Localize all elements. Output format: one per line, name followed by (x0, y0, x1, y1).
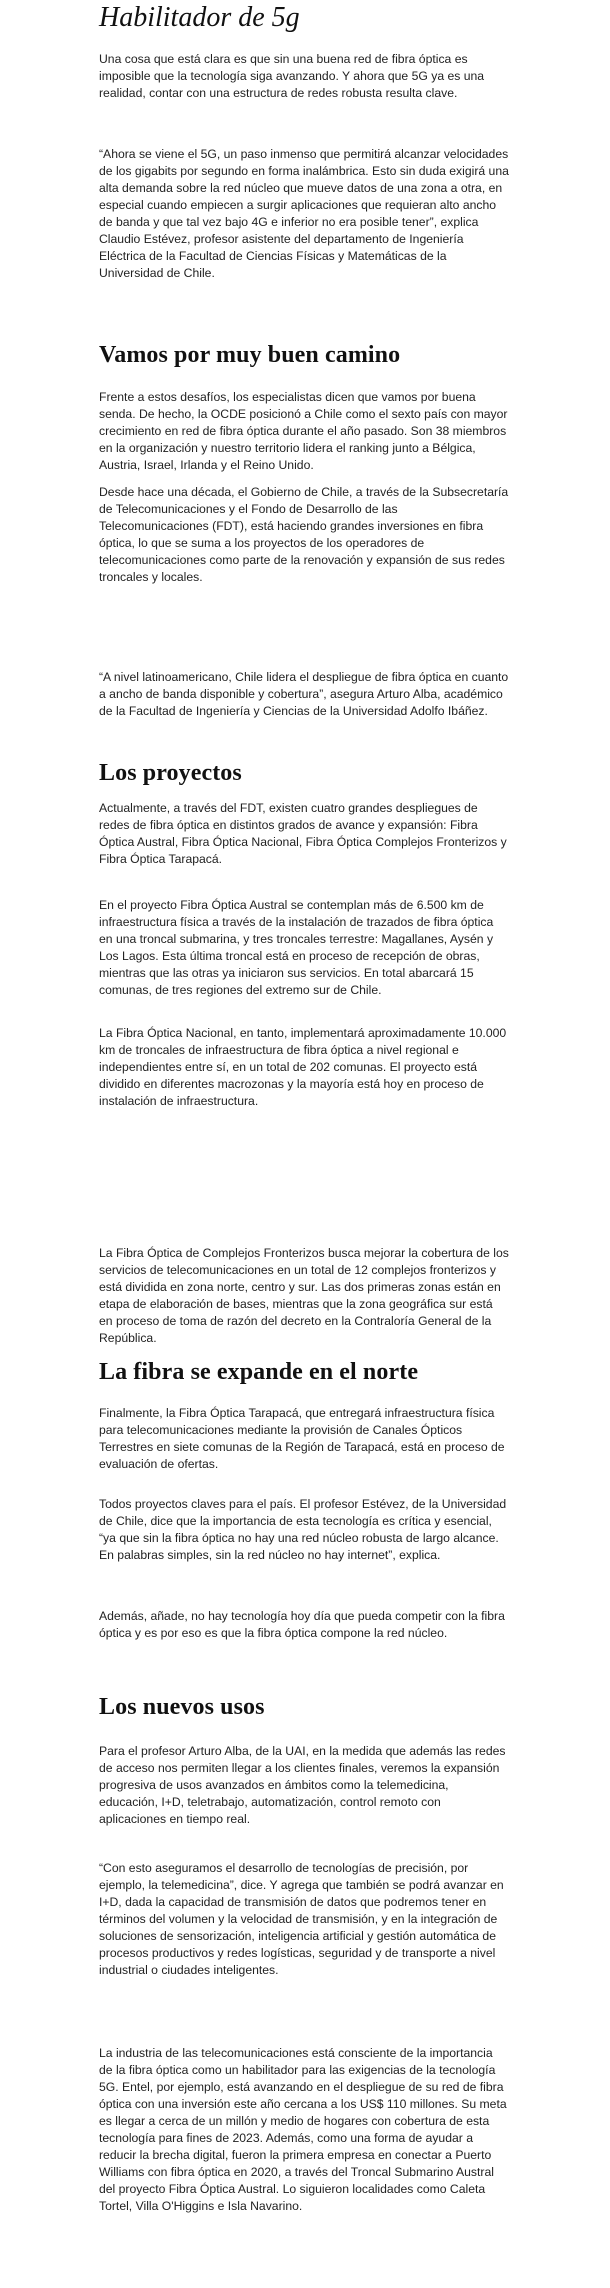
paragraph: “A nivel latinoamericano, Chile lidera el despliegue de fibra óptica en cuanto a ancho de banda disponible y cobertura”, asegura Arturo Alba, académico de la Facultad de Ingeniería y Ciencias de la Universidad Adolfo Ibáñez. (99, 670, 509, 718)
paragraph: La Fibra Óptica de Complejos Fronterizos busca mejorar la cobertura de los servicios de telecomunicaciones en un total de 12 complejos fronterizos y está dividida en zona norte, centro y sur. Las dos primeras zonas están en etapa de elaboración de bases, mientras que la zona geográfica sur está en proceso de toma de razón del decreto en la Contraloría General de la República. (99, 1246, 509, 1345)
article-title: Habilitador de 5g (99, 2, 300, 33)
section-heading: Los proyectos (99, 760, 242, 786)
paragraph: “Ahora se viene el 5G, un paso inmenso que permitirá alcanzar velocidades de los gigabits por segundo en forma inalámbrica. Esto sin duda exigirá una alta demanda sobre la red núcleo que mueve datos de una zona a otra, en especial cuando empiecen a surgir aplicaciones que requieran alto ancho de banda y que tal vez bajo 4G e inferior no era posible tener”, explica Claudio Estévez, profesor asistente del departamento de Ingeniería Eléctrica de la Facultad de Ciencias Físicas y Matemáticas de la Universidad de Chile. (99, 147, 509, 280)
paragraph: Actualmente, a través del FDT, existen cuatro grandes despliegues de redes de fibra óptica en distintos grados de avance y expansión: Fibra Óptica Austral, Fibra Óptica Nacional, Fibra Óptica Complejos Fronterizos y Fibra Óptica Tarapacá. (99, 801, 507, 866)
paragraph: Desde hace una década, el Gobierno de Chile, a través de la Subsecretaría de Telecomunicaciones y el Fondo de Desarrollo de las Telecomunicaciones (FDT), está haciendo grandes inversiones en fibra óptica, lo que se suma a los proyectos de los operadores de telecomunicaciones como parte de la renovación y expansión de sus redes troncales y locales. (99, 485, 509, 584)
paragraph: Además, añade, no hay tecnología hoy día que pueda competir con la fibra óptica y es por eso es que la fibra óptica compone la red núcleo. (99, 1609, 505, 1640)
paragraph: Frente a estos desafíos, los especialistas dicen que vamos por buena senda. De hecho, la OCDE posicionó a Chile como el sexto país con mayor crecimiento en red de fibra óptica durante el año pasado. Son 38 miembros en la organización y nuestro territorio lidera el ranking junto a Bélgica, Austria, Israel, Irlanda y el Reino Unido. (99, 390, 508, 472)
paragraph: En el proyecto Fibra Óptica Austral se contemplan más de 6.500 km de infraestructura física a través de la instalación de trazados de fibra óptica en una troncal submarina, y tres troncales terrestre: Magallanes, Aysén y Los Lagos. Esta última troncal está en proceso de recepción de obras, mientras que las otras ya iniciaron sus servicios. En total abarcará 15 comunas, de tres regiones del extremo sur de Chile. (99, 898, 494, 997)
paragraph: Para el profesor Arturo Alba, de la UAI, en la medida que además las redes de acceso nos permiten llegar a los clientes finales, veremos la expansión progresiva de usos avanzados en ámbitos como la telemedicina, educación, I+D, teletrabajo, automatización, control remoto con aplicaciones en tiempo real. (99, 1744, 506, 1826)
section-heading: La fibra se expande en el norte (99, 1359, 419, 1385)
section-heading: Los nuevos usos (99, 1694, 265, 1720)
paragraph: “Con esto aseguramos el desarrollo de tecnologías de precisión, por ejemplo, la telemedicina”, dice. Y agrega que también se podrá avanzar en I+D, dada la capacidad de transmisión de datos que podremos tener en términos del volumen y la velocidad de transmisión, y en la integración de soluciones de sensorización, inteligencia artificial y gestión automática de procesos productivos y redes logísticas, seguridad y de transporte a nivel industrial o ciudades inteligentes. (99, 1861, 504, 1977)
paragraph: Finalmente, la Fibra Óptica Tarapacá, que entregará infraestructura física para telecomunicaciones mediante la provisión de Canales Ópticos Terrestres en siete comunas de la Región de Tarapacá, está en proceso de evaluación de ofertas. (99, 1406, 505, 1471)
paragraph: La Fibra Óptica Nacional, en tanto, implementará aproximadamente 10.000 km de troncales de infraestructura de fibra óptica a nivel regional e independientes entre sí, en un total de 202 comunas. El proyecto está dividido en diferentes macrozonas y la mayoría está hoy en proceso de instalación de infraestructura. (99, 1026, 507, 1108)
section-heading: Vamos por muy buen camino (99, 342, 401, 368)
paragraph: Todos proyectos claves para el país. El profesor Estévez, de la Universidad de Chile, dice que la importancia de esta tecnología es crítica y esencial, “ya que sin la fibra óptica no hay una red núcleo robusta de largo alcance. En palabras simples, sin la red núcleo no hay internet”, explica. (99, 1497, 507, 1562)
paragraph: La industria de las telecomunicaciones está consciente de la importancia de la fibra óptica como un habilitador para las exigencias de la tecnología 5G. Entel, por ejemplo, está avanzando en el despliegue de su red de fibra óptica con una inversión este año cercana a los US$ 110 millones. Su meta es llegar a cerca de un millón y medio de hogares con cobertura de esta tecnología para fines de 2023. Además, como una forma de ayudar a reducir la brecha digital, fueron la primera empresa en conectar a Puerto Williams con fibra óptica en 2020, a través del Troncal Submarino Austral del proyecto Fibra Óptica Austral. Lo siguieron localidades como Caleta Tortel, Villa O'Higgins e Isla Navarino. (99, 2046, 507, 2213)
paragraph: Una cosa que está clara es que sin una buena red de fibra óptica es imposible que la tecnología siga avanzando. Y ahora que 5G ya es una realidad, contar con una estructura de redes robusta resulta clave. (99, 52, 485, 100)
